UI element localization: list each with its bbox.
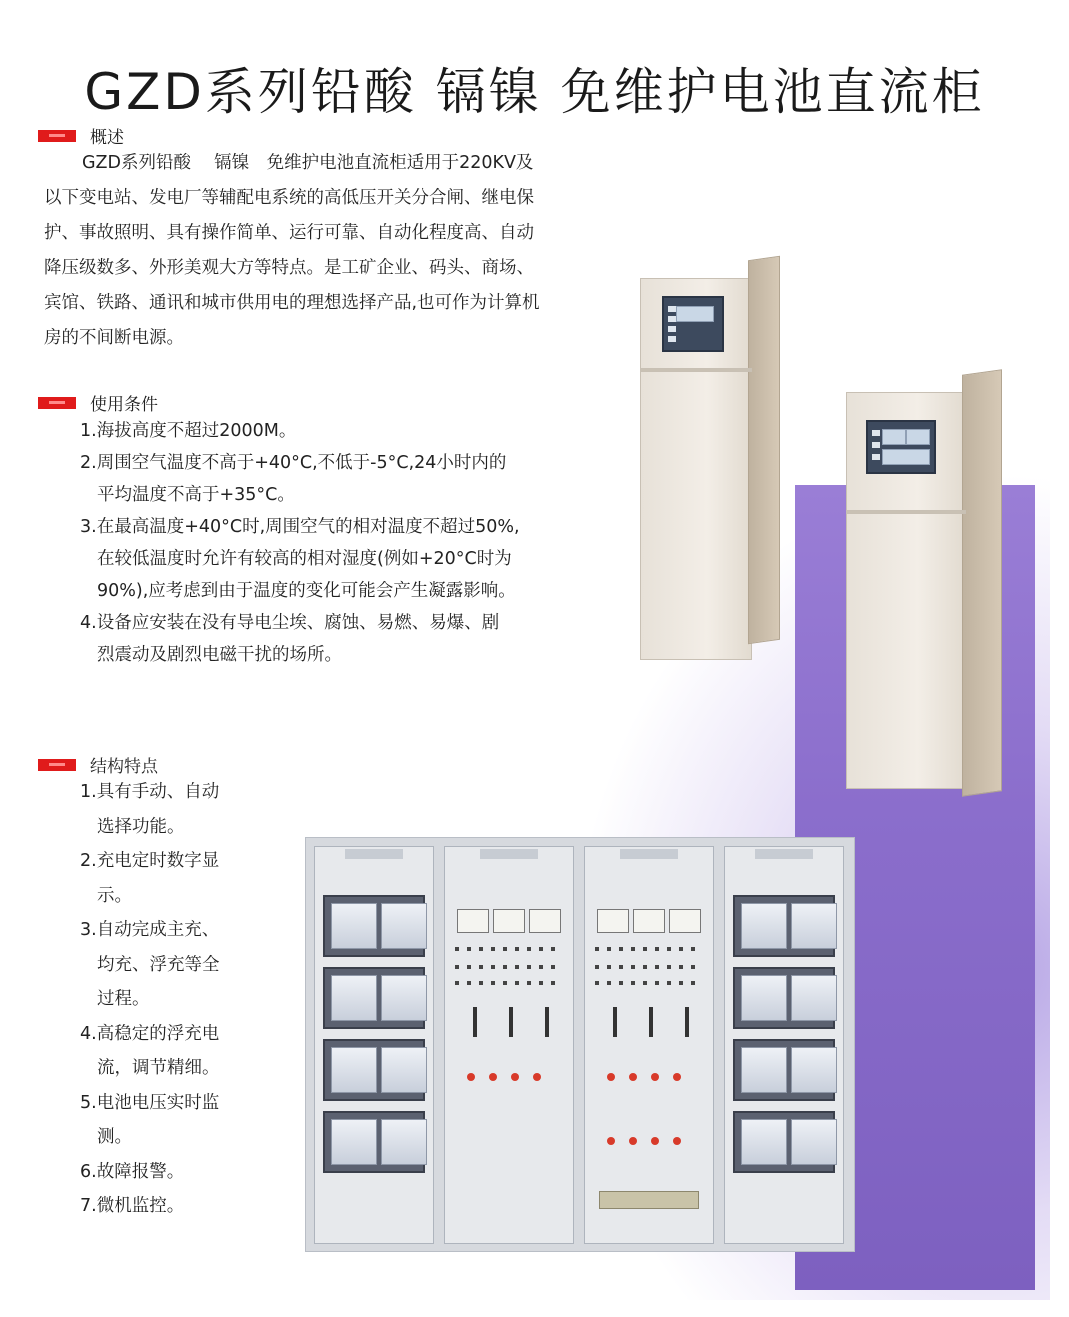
overview-line: 宾馆、铁路、通讯和城市供用电的理想选择产品,也可作为计算机 [44,293,540,313]
list-item-line: 3.自动完成主充、 [80,920,220,940]
list-item-line: 2.充电定时数字显 [80,851,220,871]
list-item-line: 7.微机监控。 [80,1196,185,1216]
list-item-line: 均充、浮充等全 [97,954,220,975]
list-item [80,607,520,671]
structure-list [80,775,220,1224]
list-item-line: 90%),应考虑到由于温度的变化可能会产生凝露影响。 [97,581,516,601]
list-item-line: 过程。 [97,989,150,1009]
control-cabinet [444,846,574,1244]
list-item-line: 烈震动及剧烈电磁干扰的场所。 [97,645,342,665]
list-item-line: 平均温度不高于+35°C。 [97,485,295,505]
section-heading-overview [38,123,124,148]
section-heading-text: 结构特点 [90,757,158,777]
list-item [80,1086,220,1155]
overview-line: 降压级数多、外形美观大方等特点。是工矿企业、码头、商场、 [44,258,534,278]
control-cabinet [584,846,714,1244]
list-item [80,447,520,511]
list-item-line: 5.电池电压实时监 [80,1092,220,1113]
list-item [80,1155,220,1190]
section-heading-conditions [38,390,158,415]
section-marker-icon [38,130,76,142]
battery-cabinet [314,846,434,1244]
overview-line: 护、事故照明、具有操作简单、运行可靠、自动化程度高、自动 [44,223,534,243]
dc-panel-rack-photo [305,837,855,1252]
list-item-line: 1.海拔高度不超过2000M。 [80,421,297,441]
list-item-line: 2.周围空气温度不高于+40°C,不低于-5°C,24小时内的 [80,453,507,473]
section-heading-text: 概述 [90,128,124,148]
list-item [80,1189,220,1224]
list-item [80,913,220,1017]
list-item-line: 测。 [97,1127,132,1147]
list-item-line: 流，调节精细。 [97,1058,220,1078]
overview-paragraph [44,146,564,356]
section-marker-icon [38,397,76,409]
overview-line: 以下变电站、发电厂等辅配电系统的高低压开关分合闸、继电保 [44,188,534,208]
list-item-line: 1.具有手动、自动 [80,782,220,802]
page-title: GZD系列铅酸 镉镍 免维护电池直流柜 [84,62,985,121]
list-item [80,511,520,607]
list-item-line: 示。 [97,885,132,906]
overview-line: 房的不间断电源。 [44,328,184,348]
list-item [80,775,220,844]
list-item-line: 选择功能。 [97,816,185,837]
list-item [80,415,520,447]
section-marker-icon [38,759,76,771]
overview-line: GZD系列铅酸 镉镍 免维护电池直流柜适用于220KV及 [82,153,534,173]
cabinet-photo-1 [620,258,780,708]
list-item-line: 6.故障报警。 [80,1161,185,1182]
section-heading-structure [38,752,158,777]
conditions-list [80,415,520,671]
cabinet-photo-2 [838,372,1008,817]
list-item [80,844,220,913]
list-item-line: 在较低温度时允许有较高的相对湿度(例如+20°C时为 [97,549,512,569]
battery-cabinet [724,846,844,1244]
list-item-line: 4.设备应安装在没有导电尘埃、腐蚀、易燃、易爆、剧 [80,613,500,633]
section-heading-text: 使用条件 [90,395,158,415]
list-item-line: 3.在最高温度+40°C时,周围空气的相对温度不超过50%, [80,517,520,537]
list-item [80,1017,220,1086]
list-item-line: 4.高稳定的浮充电 [80,1023,220,1044]
